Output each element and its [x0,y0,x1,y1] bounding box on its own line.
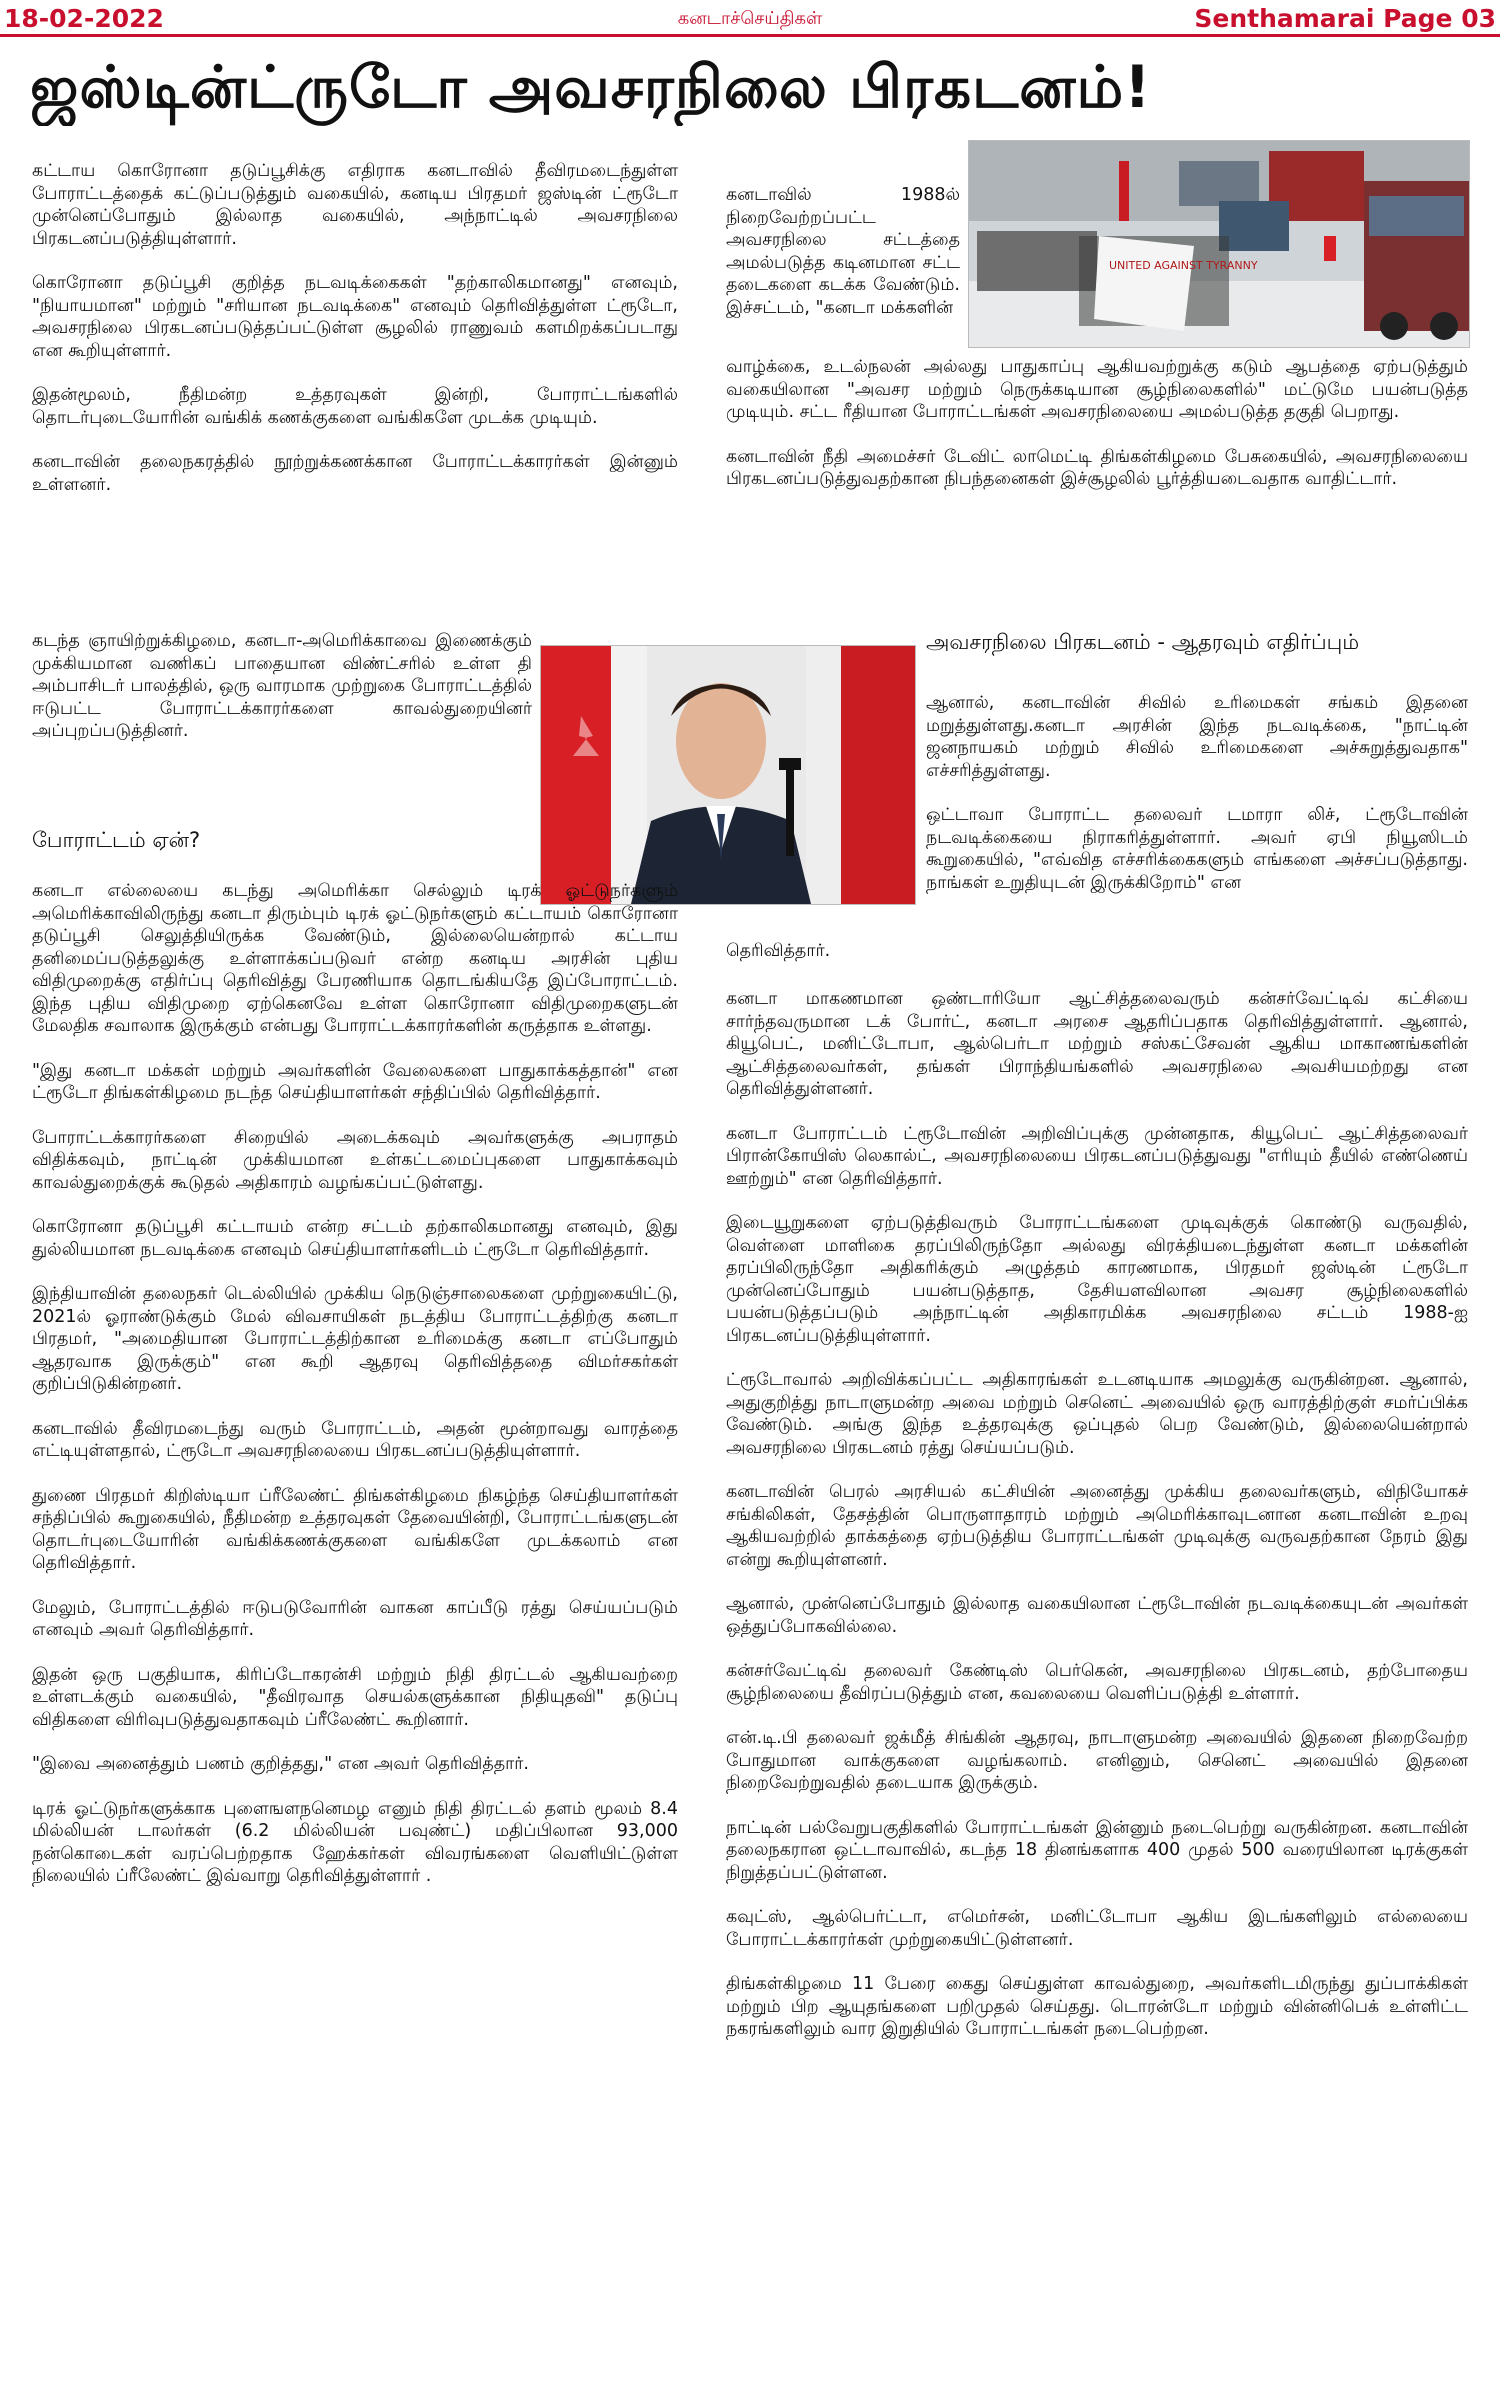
paragraph: போராட்டக்காரர்களை சிறையில் அடைக்கவும் அவர்களுக்கு அபராதம் விதிக்கவும், நாட்டின் முக்கியமான உள்கட்டமைப்புகளை பாதுகாக்கவும் காவல்துறைக்குக் கூடுதல் அதிகாரம் வழங்கப்பட்டுள்ளது. [32,1127,678,1193]
paragraph: துணை பிரதமர் கிறிஸ்டியா ப்ரீலேண்ட் திங்கள்கிழமை நிகழ்ந்த செய்தியாளர்கள் சந்திப்பில் கூறுகையில், நீதிமன்ற உத்தரவுகள் தேவையின்றி, போராட்டங்களுடன் தொடர்புடையோரின் வங்கிக்கணக்குகளை வங்கிகளே முடக்கலாம் என தெரிவித்தார். [32,1485,678,1573]
paragraph: "இவை அனைத்தும் பணம் குறித்தது," என அவர் தெரிவித்தார். [32,1754,529,1774]
publication-name: கனடாச்செய்திகள் [677,8,823,29]
paragraph: வாழ்க்கை, உடல்நலன் அல்லது பாதுகாப்பு ஆகியவற்றுக்கு கடும் ஆபத்தை ஏற்படுத்தும் வகையிலான "அவசர மற்றும் நெருக்கடியான சூழ்நிலைகளில்" மட்டுமே பயன்படுத்த முடியும். சட்ட ரீதியான போராட்டங்கள் அவசரநிலையை அமல்படுத்த தகுதி பெறாது. [726,357,1468,422]
paragraph: கனடா மாகணமான ஒண்டாரியோ ஆட்சித்தலைவரும் கன்சர்வேட்டிவ் கட்சியை சார்ந்தவருமான டக் போர்ட், கனடா அரசை ஆதரிப்பதாக தெரிவித்துள்ளார். ஆனால், கியூபெட், மனிட்டோபா, ஆல்பெர்டா மற்றும் சஸ்கட்சேவன் ஆகிய மாகாணங்களின் ஆட்சித்தலைவர்கள், தங்கள் பிராந்தியங்களில் அவசரநிலை அவசியமற்றது என தெரிவித்துள்ளனர். [726,989,1468,1099]
page-header [0,0,1500,37]
paragraph: ஆனால், கனடாவின் சிவில் உரிமைகள் சங்கம் இதனை மறுத்துள்ளது.கனடா அரசின் இந்த நடவடிக்கை, "நாட்டின் ஜனநாயகம் மற்றும் சிவில் உரிமைகளை அச்சுறுத்துவதாக" எச்சரித்துள்ளது. [926,693,1468,781]
paragraph: கனடாவின் தலைநகரத்தில் நூற்றுக்கணக்கான போராட்டக்காரர்கள் இன்னும் உள்ளனர். [32,452,678,495]
left-column-mid [32,630,532,765]
paragraph: டிரக் ஓட்டுநர்களுக்காக புளைஙளநனெமழ எனும் நிதி திரட்டல் தளம் மூலம் 8.4 மில்லியன் டாலர்கள் (6.2 மில்லியன் பவுண்ட்) மதிப்பிலான 93,000 நன்கொடைகள் வரப்பெற்றதாக ஹேக்கர்கள் விவரங்களை வெளியிட்டுள்ள நிலையில் ப்ரீலேண்ட் இவ்வாறு தெரிவித்துள்ளார் . [32,1798,678,1886]
paragraph: "இது கனடா மக்கள் மற்றும் அவர்களின் வேலைகளை பாதுகாக்கத்தான்" என ட்ரூடோ திங்கள்கிழமை நடந்த செய்தியாளர்கள் சந்திப்பில் தெரிவித்தார். [32,1060,678,1103]
right-column-wrap-tail [726,940,1468,963]
paragraph: கனடா போராட்டம் ட்ரூடோவின் அறிவிப்புக்கு முன்னதாக, கியூபெட் ஆட்சித்தலைவர் பிரான்கோயிஸ் லெகால்ட், அவசரநிலையை பிரகடனப்படுத்துவது "எரியும் தீயில் எண்ணெய் ஊற்றும்" என தெரிவித்தார். [726,1123,1468,1189]
paragraph: கவுட்ஸ், ஆல்பெர்ட்டா, எமெர்சன், மனிட்டோபா ஆகிய இடங்களிலும் எல்லையை போராட்டக்காரர்கள் முற்றுகையிட்டுள்ளனர். [726,1907,1468,1950]
paragraph: கொரோனா தடுப்பூசி குறித்த நடவடிக்கைகள் "தற்காலிகமானது" எனவும், "நியாயமான" மற்றும் "சரியான நடவடிக்கை" எனவும் தெரிவித்துள்ள ட்ரூடோ, அவசரநிலை பிரகடனப்படுத்தப்பட்டுள்ள சூழலில் ராணுவம் களமிறக்கப்படாது என கூறியுள்ளார். [32,273,678,361]
page-label: Senthamarai Page 03 [1194,4,1496,33]
paragraph: கனடாவின் நீதி அமைச்சர் டேவிட் லாமெட்டி திங்கள்கிழமை பேசுகையில், அவசரநிலையை பிரகடனப்படுத்துவதற்கான நிபந்தனைகள் இச்சூழலில் பூர்த்தியடைவதாக வாதிட்டார். [726,446,1468,489]
paragraph: கனடா எல்லையை கடந்து அமெரிக்கா செல்லும் டிரக் ஓட்டுநர்களும் அமெரிக்காவிலிருந்து கனடா திரும்பும் டிரக் ஓட்டுநர்களும் கட்டாயம் கொரோனா தடுப்பூசி செலுத்தியிருக்க வேண்டும், இல்லையென்றால் கட்டாய தனிமைப்படுத்தலுக்கு உள்ளாக்கப்படுவர் என்ற கனடிய அரசின் புதிய விதிமுறைக்கு எதிர்ப்பு தெரிவித்து பேரணியாக தொடங்கியதே இப்போராட்டம். இந்த புதிய விதிமுறை ஏற்கெனவே உள்ள கொரோனா விதிமுறைகளுடன் மேலதிக சவாலாக இருக்கும் என்பது போராட்டக்காரர்களின் கருத்தாக உள்ளது. [32,881,678,1036]
paragraph: இந்தியாவின் தலைநகர் டெல்லியில் முக்கிய நெடுஞ்சாலைகளை முற்றுகையிட்டு, 2021ல் ஓராண்டுக்கும் மேல் விவசாயிகள் நடத்திய போராட்டத்திற்கு கனடா பிரதமர், "அமைதியான போராட்டத்திற்கான உரிமைக்கு கனடா எப்போதும் ஆதரவாக இருக்கும்" என கூறி ஆதரவு தெரிவித்ததை விமர்சகர்கள் குறிப்பிடுகின்றனர். [32,1284,678,1394]
protest-sign-text: UNITED AGAINST TYRANNY [1109,259,1258,272]
paragraph: கனடாவில் 1988ல் நிறைவேற்றப்பட்ட அவசரநிலை சட்டத்தை அமல்படுத்த கடினமான சட்ட தடைகளை கடக்க வேண்டும். இச்சட்டம், "கனடா மக்களின் [726,185,960,318]
paragraph-continuation: தெரிவித்தார். [726,941,831,961]
paragraph: மேலும், போராட்டத்தில் ஈடுபடுவோரின் வாகன காப்பீடு ரத்து செய்யப்படும் எனவும் அவர் தெரிவித்தார். [32,1597,678,1640]
paragraph: கனடாவில் தீவிரமடைந்து வரும் போராட்டம், அதன் மூன்றாவது வாரத்தை எட்டியுள்ளதால், ட்ரூடோ அவசரநிலையை பிரகடனப்படுத்தியுள்ளார். [32,1418,678,1461]
protest-photo [968,140,1470,348]
headline: ஜஸ்டின்ட்ருடோ அவசரநிலை பிரகடனம்! [30,53,1152,121]
paragraph: கடந்த ஞாயிற்றுக்கிழமை, கனடா-அமெரிக்காவை இணைக்கும் முக்கியமான வணிகப் பாதையான விண்ட்சரில் உள்ள தி அம்பாசிடர் பாலத்தில், ஒரு வாரமாக முற்றுகை போராட்டத்தில் ஈடுபட்ட போராட்டக்காரர்களை காவல்துறையினர் அப்புறப்படுத்தினர். [32,631,532,741]
right-column-wrap [926,692,1468,894]
left-column-top [32,160,678,518]
trudeau-photo [540,645,916,905]
paragraph: நாட்டின் பல்வேறுபகுதிகளில் போராட்டங்கள் இன்னும் நடைபெற்று வருகின்றன. கனடாவின் தலைநகரான ஒட்டாவாவில், கடந்த 18 தினங்களாக 400 முதல் 500 வரையிலான டிரக்குகள் நிறுத்தப்பட்டுள்ளன. [726,1817,1468,1883]
paragraph: ஒட்டாவா போராட்ட தலைவர் டமாரா லிச், ட்ரூடோவின் நடவடிக்கையை நிராகரித்துள்ளார். அவர் ஏபி நியூஸிடம் கூறுகையில், "எவ்வித எச்சரிக்கைகளும் எங்களை அச்சப்படுத்தாது. நாங்கள் உறுதியுடன் இருக்கிறோம்" என [926,805,1468,893]
paragraph: இடையூறுகளை ஏற்படுத்திவரும் போராட்டங்களை முடிவுக்குக் கொண்டு வருவதில், வெள்ளை மாளிகை தரப்பிலிருந்தோ அல்லது விரக்தியடைந்துள்ள கனடா மக்களின் தரப்பிலிருந்தோ அதிகரிக்கும் அழுத்தம் காரணமாக, பிரதமர் ஜஸ்டின் ட்ரூடோ முன்னெப்போதும் பயன்படுத்தாத, தேசியளவிலான அவசர சூழ்நிலைகளில் பயன்படுத்தப்படும் அந்நாட்டின் அதிகாரமிக்க அவசரநிலை சட்டம் 1988-ஐ பிரகடனப்படுத்தியுள்ளார். [726,1213,1468,1346]
paragraph: கொரோனா தடுப்பூசி கட்டாயம் என்ற சட்டம் தற்காலிகமானது எனவும், இது துல்லியமான நடவடிக்கை எனவும் செய்தியாளர்களிடம் ட்ரூடோ தெரிவித்தார். [32,1217,678,1260]
paragraph: கனடாவின் பெரல் அரசியல் கட்சியின் அனைத்து முக்கிய தலைவர்களும், விநியோகச் சங்கிலிகள், தேசத்தின் பொருளாதாரம் மற்றும் அமெரிக்காவுடனான கனடாவின் உறவு ஆகியவற்றில் தாக்கத்தை ஏற்படுத்திய போராட்டங்கள் முடிவுக்கு வருவதற்கான நேரம் இது என்று கூறியுள்ளனர். [726,1482,1468,1570]
paragraph: கட்டாய கொரோனா தடுப்பூசிக்கு எதிராக கனடாவில் தீவிரமடைந்துள்ள போராட்டத்தைக் கட்டுப்படுத்தும் வகையில், கனடிய பிரதமர் ஜஸ்டின் ட்ரூடோ முன்னெப்போதும் இல்லாத வகையில், அந்நாட்டில் அவசரநிலை பிரகடனப்படுத்தியுள்ளார். [32,161,678,249]
issue-date: 18-02-2022 [4,4,164,33]
right-column-body [726,988,1468,2063]
right-column-lead [726,356,1468,513]
subheading-why-protest: போராட்டம் ஏன்? [32,828,201,852]
paragraph: இதன்மூலம், நீதிமன்ற உத்தரவுகள் இன்றி, போராட்டங்களில் தொடர்புடையோரின் வங்கிக் கணக்குகளை வங்கிகளே முடக்க முடியும். [32,385,678,428]
paragraph: இதன் ஒரு பகுதியாக, கிரிப்டோகரன்சி மற்றும் நிதி திரட்டல் ஆகியவற்றை உள்ளடக்கும் வகையில், "தீவிரவாத செயல்களுக்கான நிதியுதவி" தடுப்பு விதிகளை விரிவுபடுத்துவதாகவும் ப்ரீலேண்ட் கூறினார். [32,1664,678,1730]
paragraph: கன்சர்வேட்டிவ் தலைவர் கேண்டிஸ் பெர்கென், அவசரநிலை பிரகடனம், தற்போதைய சூழ்நிலையை தீவிரப்படுத்தும் என, கவலையை வெளிப்படுத்தி உள்ளார். [726,1661,1468,1704]
paragraph: என்.டி.பி தலைவர் ஜக்மீத் சிங்கின் ஆதரவு, நாடாளுமன்ற அவையில் இதனை நிறைவேற்ற போதுமான வாக்குகளை வழங்கலாம். எனினும், செனெட் அவையில் இதனை நிறைவேற்றுவதில் தடையாக இருக்கும். [726,1728,1468,1793]
paragraph: ஆனால், முன்னெப்போதும் இல்லாத வகையிலான ட்ரூடோவின் நடவடிக்கையுடன் அவர்கள் ஒத்துப்போகவில்லை. [726,1594,1468,1637]
paragraph: திங்கள்கிழமை 11 பேரை கைது செய்துள்ள காவல்துறை, அவர்களிடமிருந்து துப்பாக்கிகள் மற்றும் பிற ஆயுதங்களை பறிமுதல் செய்தது. டொரன்டோ மற்றும் வின்னிபெக் உள்ளிட்ட நகரங்களிலும் வார இறுதியில் போராட்டங்கள் நடைபெற்றன. [726,1974,1468,2039]
paragraph: ட்ரூடோவால் அறிவிக்கப்பட்ட அதிகாரங்கள் உடனடியாக அமலுக்கு வருகின்றன. ஆனால், அதுகுறித்து நாடாளுமன்ற அவை மற்றும் செனெட் அவையில் ஒரு வாரத்திற்குள் சமர்ப்பிக்க வேண்டும். அங்கு இந்த உத்தரவுக்கு ஒப்புதல் பெற வேண்டும், இல்லையென்றால் அவசரநிலை பிரகடனம் ரத்து செய்யப்படும். [726,1370,1468,1458]
subheading-support-opposition: அவசரநிலை பிரகடனம் - ஆதரவும் எதிர்ப்பும் [926,630,1360,654]
right-column-lead-wrap [726,184,960,319]
left-column-body [32,880,678,1910]
